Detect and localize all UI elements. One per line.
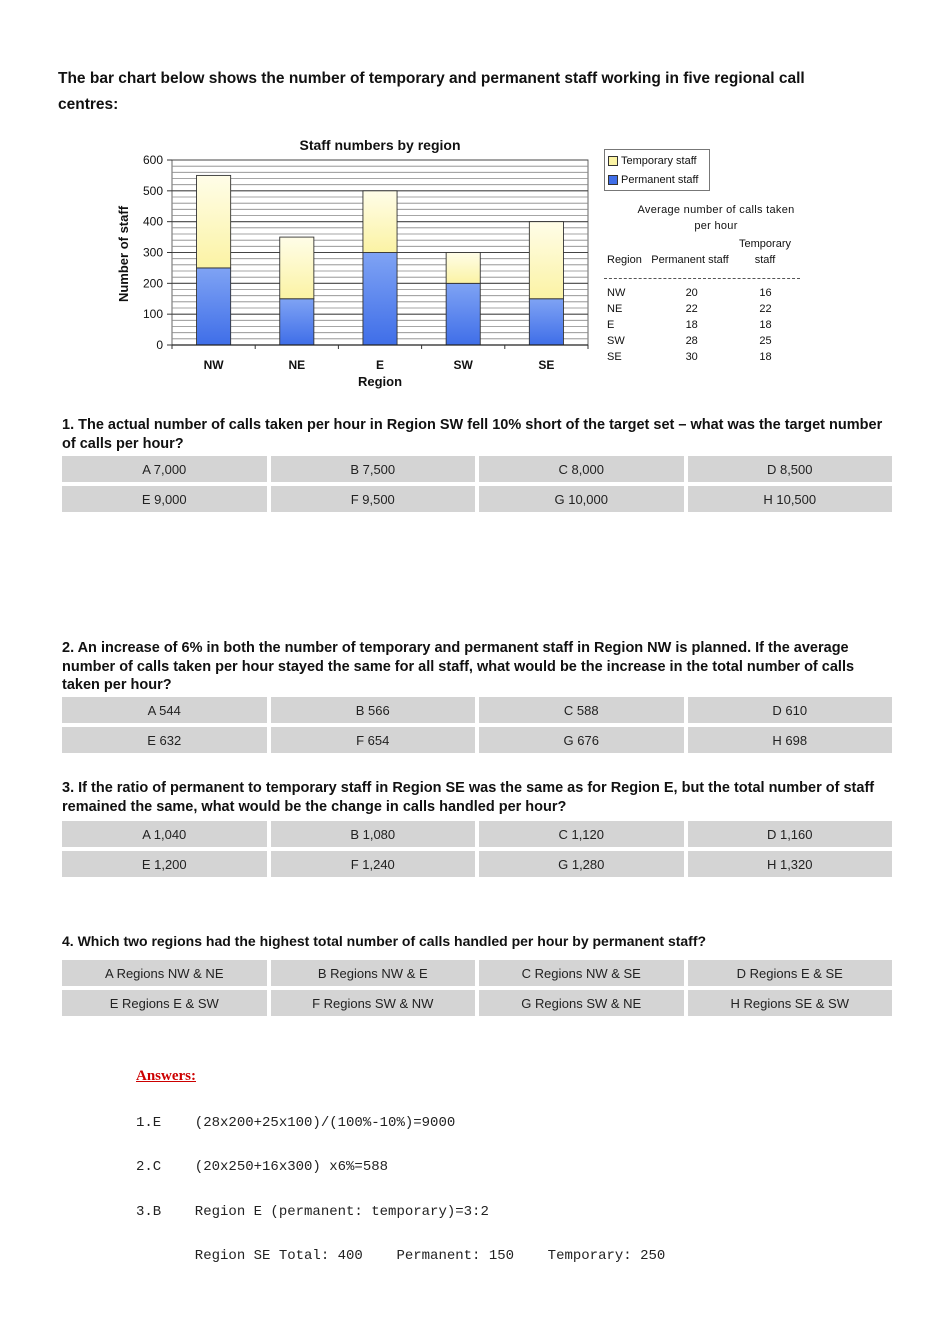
avg-cell-permanent: 22 <box>685 303 698 315</box>
q3-option-f[interactable]: F 1,240 <box>271 851 476 877</box>
bar-sw-permanent <box>446 283 480 345</box>
avg-cell-temporary: 18 <box>759 351 772 363</box>
chart-legend <box>604 149 710 191</box>
q3-option-b[interactable]: B 1,080 <box>271 821 476 847</box>
bar-nw-temporary <box>197 175 231 268</box>
q1-option-h[interactable]: H 10,500 <box>688 486 893 512</box>
avg-header-temporary: Temporary staff <box>739 238 791 266</box>
q4-option-a[interactable]: A Regions NW & NE <box>62 960 267 986</box>
avg-cell-region: NE <box>607 303 623 315</box>
q4-option-d[interactable]: D Regions E & SE <box>688 960 893 986</box>
y-tick-label: 600 <box>142 153 163 167</box>
avg-cell-permanent: 20 <box>685 287 698 299</box>
intro-text: The bar chart below shows the number of temporary and permanent staff working in five regional call centres: <box>58 70 805 113</box>
y-tick-label: 400 <box>142 214 163 229</box>
legend-swatch-temporary <box>608 156 618 166</box>
question-3: 3. If the ratio of permanent to temporary staff in Region SE was the same as for Region E, but the total number of staff remained the same, what would be the change in calls handled per hour? <box>62 780 875 815</box>
q4-option-f[interactable]: F Regions SW & NW <box>271 990 476 1016</box>
q1-option-b[interactable]: B 7,500 <box>271 456 476 482</box>
x-tick-label: NW <box>203 358 224 372</box>
bar-e-permanent <box>363 253 397 346</box>
q2-option-e[interactable]: E 632 <box>62 727 267 753</box>
q3-option-a[interactable]: A 1,040 <box>62 821 267 847</box>
avg-table-body <box>604 279 800 365</box>
legend-item-permanent <box>605 170 709 189</box>
q2-option-d[interactable]: D 610 <box>688 697 893 723</box>
avg-cell-region: E <box>607 319 615 331</box>
answers-title: Answers: <box>136 1068 196 1084</box>
legend-swatch-permanent <box>608 175 618 185</box>
q1-option-c[interactable]: C 8,000 <box>479 456 684 482</box>
q2-option-b[interactable]: B 566 <box>271 697 476 723</box>
avg-cell-region: SW <box>607 335 625 347</box>
avg-table-header <box>604 240 800 279</box>
bar-ne-temporary <box>280 237 314 299</box>
avg-calls-table <box>604 240 800 365</box>
answer-line-2: 2.C (20x250+16x300) x6%=588 <box>136 1159 389 1175</box>
legend-label-permanent: Permanent staff <box>621 173 699 186</box>
q2-option-g[interactable]: G 676 <box>479 727 684 753</box>
avg-cell-permanent: 30 <box>685 351 698 363</box>
stacked-bar-chart <box>100 130 600 400</box>
bar-sw-temporary <box>446 253 480 284</box>
q2-option-c[interactable]: C 588 <box>479 697 684 723</box>
avg-calls-title: Average number of calls taken per hour <box>637 204 795 232</box>
bar-e-temporary <box>363 191 397 253</box>
y-tick-label: 0 <box>156 338 163 352</box>
bar-nw-permanent <box>197 268 231 345</box>
answer-line-4: Region SE Total: 400 Permanent: 150 Temporary: 250 <box>136 1248 666 1264</box>
avg-cell-region: SE <box>607 351 622 363</box>
avg-cell-permanent: 18 <box>685 319 698 331</box>
avg-header-permanent: Permanent staff <box>651 254 729 266</box>
avg-table-row <box>604 285 800 301</box>
q1-option-g[interactable]: G 10,000 <box>479 486 684 512</box>
legend-label-temporary: Temporary staff <box>621 154 697 167</box>
avg-cell-region: NW <box>607 287 626 299</box>
chart-title: Staff numbers by region <box>299 137 461 153</box>
y-tick-label: 500 <box>142 183 163 198</box>
bar-se-permanent <box>529 299 563 345</box>
q4-option-b[interactable]: B Regions NW & E <box>271 960 476 986</box>
answer-line-1: 1.E (28x200+25x100)/(100%-10%)=9000 <box>136 1115 456 1131</box>
q4-option-g[interactable]: G Regions SW & NE <box>479 990 684 1016</box>
answer-line-3: 3.B Region E (permanent: temporary)=3:2 <box>136 1204 489 1220</box>
q3-option-c[interactable]: C 1,120 <box>479 821 684 847</box>
avg-cell-permanent: 28 <box>685 335 698 347</box>
bar-ne-permanent <box>280 299 314 345</box>
q1-option-d[interactable]: D 8,500 <box>688 456 893 482</box>
avg-cell-temporary: 18 <box>759 319 772 331</box>
q4-option-e[interactable]: E Regions E & SW <box>62 990 267 1016</box>
avg-cell-temporary: 22 <box>759 303 772 315</box>
legend-item-temporary <box>605 151 709 170</box>
q3-option-e[interactable]: E 1,200 <box>62 851 267 877</box>
question-2: 2. An increase of 6% in both the number of temporary and permanent staff in Region NW is planned. If the average number of calls taken per hour stayed the same for all staff, what would be the increase in the total number of calls taken per hour? <box>62 640 855 693</box>
q2-option-f[interactable]: F 654 <box>271 727 476 753</box>
avg-cell-temporary: 16 <box>759 287 772 299</box>
avg-table-row <box>604 333 800 349</box>
question-3-options <box>62 821 892 877</box>
q1-option-e[interactable]: E 9,000 <box>62 486 267 512</box>
y-axis-label: Number of staff <box>116 205 131 303</box>
y-tick-label: 200 <box>142 276 163 291</box>
question-1: 1. The actual number of calls taken per hour in Region SW fell 10% short of the target set – what was the target number of calls per hour? <box>62 417 883 452</box>
x-tick-label: SW <box>453 358 473 372</box>
avg-cell-temporary: 25 <box>759 335 772 347</box>
x-tick-label: NE <box>288 358 306 372</box>
q4-option-c[interactable]: C Regions NW & SE <box>479 960 684 986</box>
q3-option-d[interactable]: D 1,160 <box>688 821 893 847</box>
question-1-options <box>62 456 892 512</box>
avg-header-region: Region <box>607 254 642 266</box>
q2-option-h[interactable]: H 698 <box>688 727 893 753</box>
q4-option-h[interactable]: H Regions SE & SW <box>688 990 893 1016</box>
q1-option-f[interactable]: F 9,500 <box>271 486 476 512</box>
x-tick-label: E <box>375 358 385 372</box>
avg-table-row <box>604 317 800 333</box>
q3-option-g[interactable]: G 1,280 <box>479 851 684 877</box>
question-4-options <box>62 960 892 1016</box>
y-tick-label: 100 <box>142 307 163 322</box>
question-4: 4. Which two regions had the highest total number of calls handled per hour by permanent staff? <box>62 933 707 949</box>
bar-se-temporary <box>529 222 563 299</box>
y-tick-label: 300 <box>142 245 163 260</box>
q2-option-a[interactable]: A 544 <box>62 697 267 723</box>
question-2-options <box>62 697 892 753</box>
q1-option-a[interactable]: A 7,000 <box>62 456 267 482</box>
q3-option-h[interactable]: H 1,320 <box>688 851 893 877</box>
avg-table-row <box>604 301 800 317</box>
x-tick-label: SE <box>538 358 555 372</box>
x-axis-label: Region <box>357 374 403 389</box>
avg-table-row <box>604 349 800 365</box>
